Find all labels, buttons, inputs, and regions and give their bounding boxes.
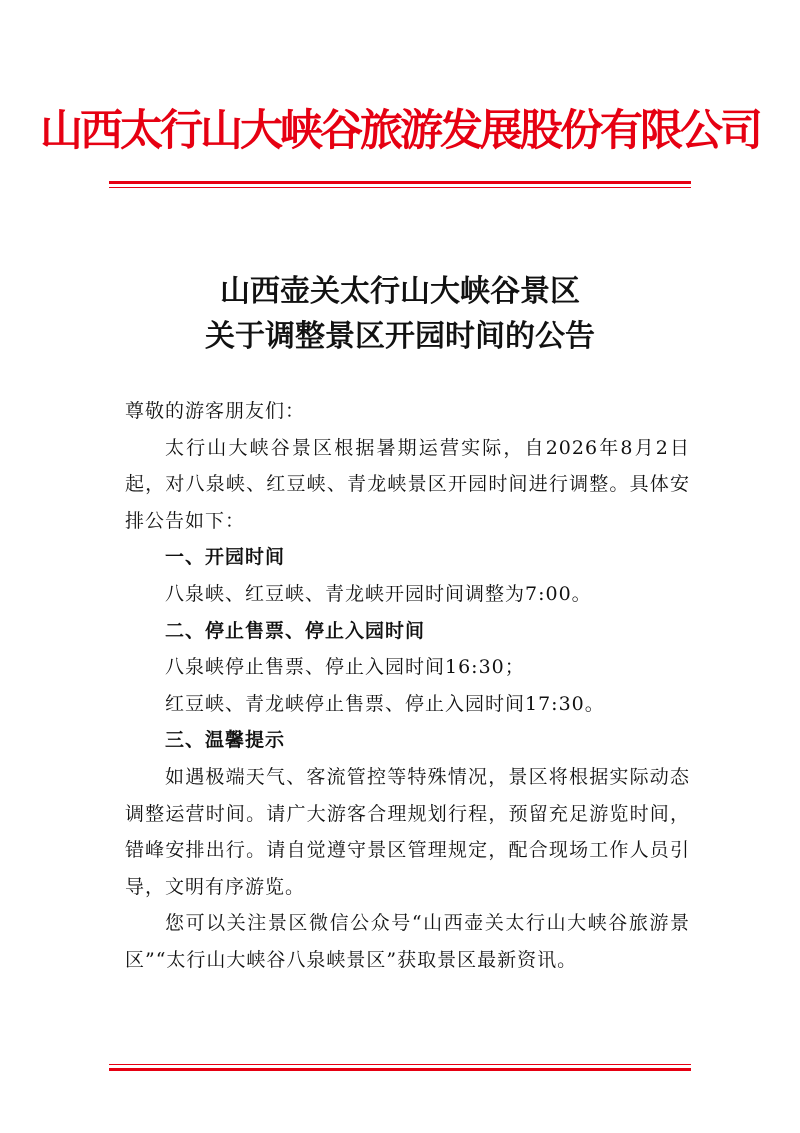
closing-paragraph: 您可以关注景区微信公众号“山西壶关太行山大峡谷旅游景区”“太行山大峡谷八泉峡景区”获取景区最新资讯。 [125,912,690,971]
notice-body [125,393,690,979]
reminder-paragraph: 如遇极端天气、客流管控等特殊情况，景区将根据实际动态调整运营时间。请广大游客合理规划行程，预留充足游览时间，错峰安排出行。请自觉遵守景区管理规定，配合现场工作人员引导，文明有序游览。 [125,765,690,898]
footer-rule-thin [109,1064,691,1065]
notice-title-line-1: 山西壶关太行山大峡谷景区 [220,274,580,309]
ticket-cutoff-baquanxia: 八泉峡停止售票、停止入园时间16:30； [165,656,525,679]
section-heading-reminder: 三、温馨提示 [165,729,286,752]
opening-time-paragraph: 八泉峡、红豆峡、青龙峡开园时间调整为7:00。 [165,582,592,605]
letterhead-company-name: 山西太行山大峡谷旅游发展股份有限公司 [40,106,760,156]
ticket-cutoff-hongdouxia-qinglongxia: 红豆峡、青龙峡停止售票、停止入园时间17:30。 [165,692,605,715]
section-heading-ticket-cutoff: 二、停止售票、停止入园时间 [165,619,426,642]
salutation: 尊敬的游客朋友们： [125,400,306,422]
letterhead-rule-thin [109,187,691,188]
notice-title [0,269,800,359]
footer-rule-thick [109,1068,691,1071]
notice-title-line-2: 关于调整景区开园时间的公告 [205,319,595,354]
section-heading-opening-time: 一、开园时间 [165,546,286,569]
intro-paragraph: 太行山大峡谷景区根据暑期运营实际，自2026年8月2日起，对八泉峡、红豆峡、青龙峡景区开园时间进行调整。具体安排公告如下： [125,436,690,532]
letterhead-rule-thick [109,181,691,184]
